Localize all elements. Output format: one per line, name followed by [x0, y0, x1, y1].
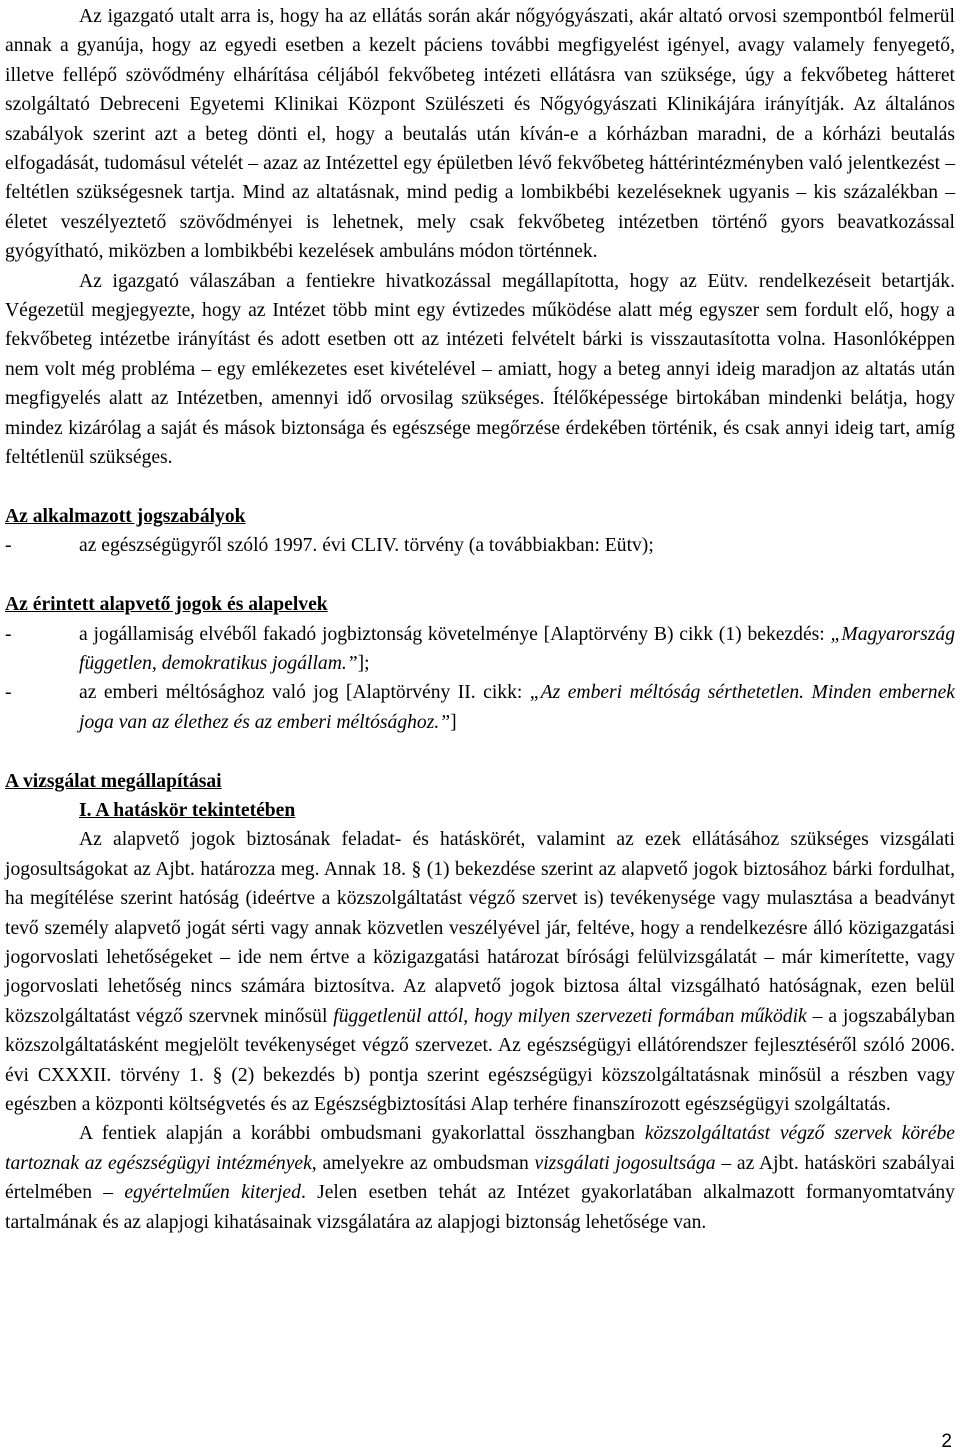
spacer — [5, 561, 955, 590]
list-item-text-end: ] — [450, 711, 457, 733]
text-run: – az Ajbt. hatásköri szabályai értelmében – — [5, 1152, 955, 1204]
paragraph-conclusion — [5, 1119, 955, 1237]
document-page — [5, 2, 955, 1237]
spacer — [5, 737, 955, 766]
heading-applied-laws: Az alkalmazott jogszabályok — [5, 505, 246, 527]
list-item-quote: „Magyarország független, demokratikus jogállam.” — [79, 623, 955, 674]
paragraph-director-referral: Az igazgató utalt arra is, hogy ha az ellátás során akár nőgyógyászati, akár altató orvosi szempontból felmerül annak a gyanúja, hogy az egyedi esetben a kezelt páciens további megfigyelést igényel, avagy valamely fenyegető, illetve fellépő szövődmény elhárítása céljából fekvőbeteg intézeti ellátásra van szüksége, úgy a fekvőbeteg hátteret szolgáltató Debreceni Egyetemi Klinikai Központ Szülészeti és Nőgyógyászati Klinikájára irányítják. Az általános szabályok szerint azt a beteg dönti el, hogy a beutalás után kíván-e a kórházban maradni, de a kórházi beutalás elfogadását, tudomásul vételét – azaz az Intézettel egy épületben lévő fekvőbeteg háttérintézményben való jelentkezést – feltétlen szükségesnek tartja. Mind az altatásnak, mind pedig a lombikbébi kezeléseknek ugyanis – kis százalékban – életet veszélyeztető szövődményei is lehetnek, mely csak fekvőbeteg intézetben történő gyors beavatkozással gyógyítható, miközben a lombikbébi kezelések ambuláns módon történnek. — [5, 6, 955, 263]
spacer — [5, 473, 955, 502]
text-run: , amelyekre az ombudsman — [311, 1152, 535, 1174]
list-item-text-end: ]; — [357, 652, 370, 674]
list-item-law — [5, 531, 955, 560]
list-item-right-human-dignity — [5, 678, 955, 737]
text-run: A fentiek alapján a korábbi ombudsmani gyakorlattal összhangban — [79, 1123, 645, 1145]
text-run-italic: függetlenül attól, hogy milyen szervezeti formában működik — [333, 1005, 807, 1027]
heading-affected-rights: Az érintett alapvető jogok és alapelvek — [5, 594, 328, 616]
heading-findings: A vizsgálat megállapításai — [5, 770, 222, 792]
list-dash: - — [5, 623, 12, 645]
text-run: . Jelen esetben tehát az Intézet gyakorlatában alkalmazott formanyomtatvány tartalmának és az alapjogi kihatásainak vizsgálatára az alapjogi biztonság lehetősége van. — [5, 1182, 955, 1233]
text-run: – a jogszabályban közszolgáltatásként megjelölt tevékenységet végző szervezet. Az egészségügyi ellátórendszer fejlesztéséről szóló 2006. évi CXXXII. törvény 1. § (2) bekezdés b) pontja szerint egészségügyi közszolgáltatásnak minősül a részben vagy egészben a központi költségvetés és az Egészségbiztosítási Alap terhére finanszírozott egészségügyi szolgáltatás. — [5, 1005, 956, 1115]
text-run-italic: közszolgáltatást végző szervek körébe tartoznak az egészségügyi intézmények — [5, 1123, 955, 1174]
paragraph-competence — [5, 825, 955, 1119]
subheading-competence: I. A hatáskör tekintetében — [79, 799, 296, 821]
list-item-right-rule-of-law — [5, 620, 955, 679]
list-item-quote: „Az emberi méltóság sérthetetlen. Minden embernek joga van az élethez és az emberi méltósághoz.” — [79, 682, 955, 733]
paragraph-director-answer: Az igazgató válaszában a fentiekre hivatkozással megállapította, hogy az Eütv. rendelkezéseit betartják. Végezetül megjegyezte, hogy az Intézet több mint egy évtizedes működése alatt még egyszer sem fordult elő, hogy a fekvőbeteg intézetbe irányítást és adott esetben ott az intézeti felvételt bárki is visszautasította volna. Hasonlóképpen nem volt még probléma – egy emlékezetes eset kivételével – amiatt, hogy a beteg annyi ideig maradjon az altatás után megfigyelés alatt az Intézetben, amennyi idő orvosilag szükséges. Ítélőképessége birtokában mindenki belátja, hogy mindez kizárólag a saját és mások biztonsága és egészsége megőrzése érdekében történik, és csak annyi ideig tart, amíg feltétlenül szükséges. — [5, 270, 955, 469]
list-dash: - — [5, 535, 12, 557]
page-number: 2 — [941, 1430, 952, 1452]
text-run-italic: egyértelműen kiterjed — [124, 1182, 301, 1204]
list-dash: - — [5, 682, 12, 704]
list-item-text: az emberi méltósághoz való jog [Alaptörvény II. cikk: — [79, 682, 530, 704]
text-run: Az alapvető jogok biztosának feladat- és hatáskörét, valamint az ezek ellátásához szükséges vizsgálati jogosultságokat az Ajbt. határozza meg. Annak 18. § (1) bekezdése szerint az alapvető jogok biztosához bárki fordulhat, ha megítélése szerint hatóság (ideértve a közszolgáltatást végző szervet is) tevékenysége vagy mulasztása a beadványt tevő személy alapvető jogát sérti vagy annak közvetlen veszélyével jár, feltéve, hogy a rendelkezésre álló közigazgatási jogorvoslati lehetőségeket – ide nem értve a közigazgatási határozat bírósági felülvizsgálatát – már kimerítette, vagy jogorvoslati lehetőség nincs számára biztosítva. Az alapvető jogok biztosa által vizsgálható hatóságnak, ezen belül közszolgáltatást végző szervnek minősül — [5, 829, 955, 1027]
list-item-text: az egészségügyről szóló 1997. évi CLIV. törvény (a továbbiakban: Eütv); — [79, 535, 654, 557]
list-item-text: a jogállamiság elvéből fakadó jogbiztonság követelménye [Alaptörvény B) cikk (1) bekezdés: — [79, 623, 831, 645]
text-run-italic: vizsgálati jogosultsága — [534, 1152, 716, 1174]
